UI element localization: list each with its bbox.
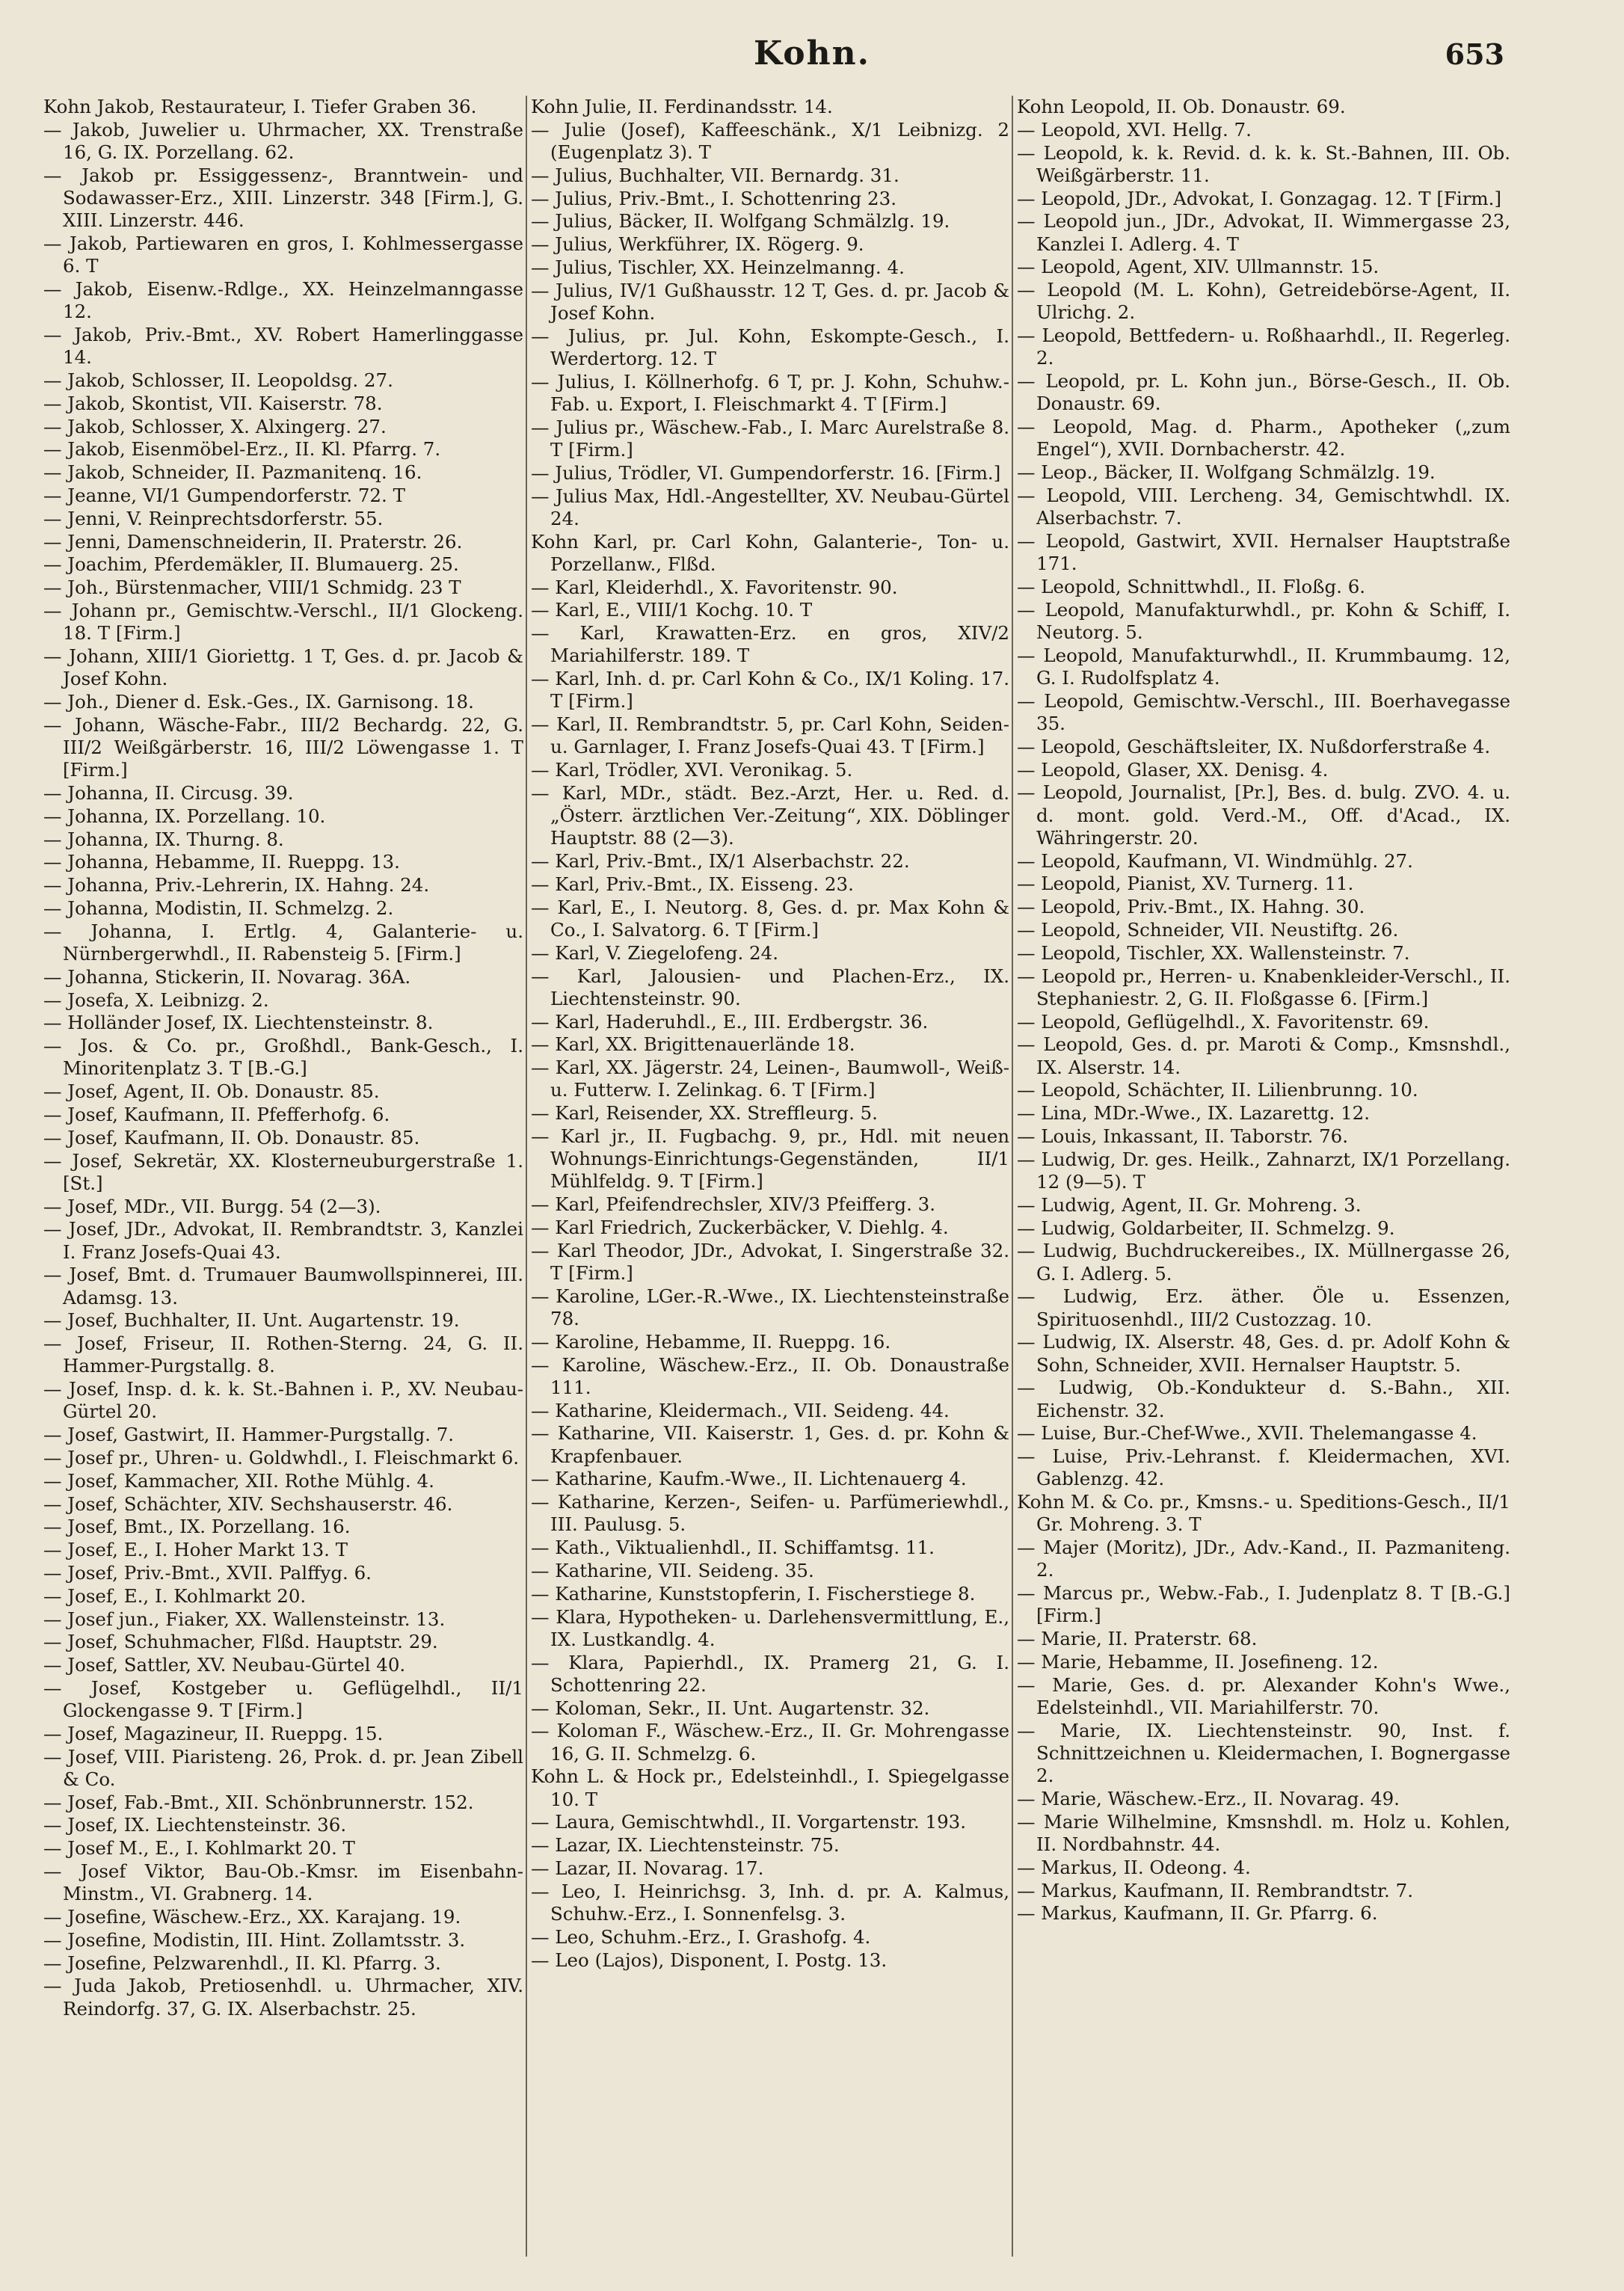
directory-entry: — Jenni, Damenschneiderin, II. Praterstr. 26. [43,530,463,553]
directory-entry: — Karl, E., I. Neutorg. 8, Ges. d. pr. Max Kohn & Co., I. Salvatorg. 6. T [Firm.] [531,896,1009,941]
directory-entry: — Leo (Lajos), Disponent, I. Postg. 13. [531,1949,888,1971]
directory-entry: — Ludwig, Erz. äther. Öle u. Essenzen, Spirituosenhdl., III/2 Custozzag. 10. [1017,1285,1510,1330]
directory-entry: — Leopold, Geflügelhdl., X. Favoritenstr. 69. [1017,1010,1430,1033]
directory-entry: — Johann, XIII/1 Gioriettg. 1 T, Ges. d. pr. Jacob & Josef Kohn. [43,645,523,690]
directory-entry: — Josefine, Wäschew.-Erz., XX. Karajang. 19. [43,1906,461,1928]
column-3 [1017,96,1510,2264]
directory-entry: — Markus, Kaufmann, II. Gr. Pfarrg. 6. [1017,1902,1378,1925]
directory-entry: — Leopold, Schnittwhdl., II. Floßg. 6. [1017,575,1366,597]
directory-entry: — Josef, MDr., VII. Burgg. 54 (2—3). [43,1195,381,1217]
directory-entry: — Johann pr., Gemischtw.-Verschl., II/1 Glockeng. 18. T [Firm.] [43,599,523,645]
directory-entry: — Leop., Bäcker, II. Wolfgang Schmälzlg. 19. [1017,461,1436,484]
directory-entry: — Julius, Priv.-Bmt., I. Schottenring 23. [531,187,896,209]
directory-entry: — Marie, Hebamme, II. Josefineng. 12. [1017,1650,1379,1673]
directory-entry: — Josef, JDr., Advokat, II. Rembrandtstr. 3, Kanzlei I. Franz Josefs-Quai 43. [43,1218,523,1263]
directory-entry: — Jakob, Skontist, VII. Kaiserstr. 78. [43,392,383,414]
directory-entry: — Leopold, VIII. Lercheng. 34, Gemischtwhdl. IX. Alserbachstr. 7. [1017,484,1510,529]
directory-entry: — Jakob, Priv.-Bmt., XV. Robert Hamerlinggasse 14. [43,324,523,369]
page-title: Kohn. [754,34,870,73]
directory-entry: — Jakob, Partiewaren en gros, I. Kohlmessergasse 6. T [43,233,523,277]
directory-entry: — Leopold, Glaser, XX. Denisg. 4. [1017,758,1329,781]
directory-entry: — Karl, Trödler, XVI. Veronikag. 5. [531,759,853,781]
directory-entry: — Marie, IX. Liechtensteinstr. 90, Inst. f. Schnittzeichnen u. Kleidermachen, I. Bognergasse 2. [1017,1719,1510,1787]
directory-entry: — Leopold, Mag. d. Pharm., Apotheker („zum Engel“), XVII. Dornbacherstr. 42. [1017,416,1510,461]
directory-entry: — Josef, VIII. Piaristeng. 26, Prok. d. pr. Jean Zibell & Co. [43,1745,523,1790]
directory-entry: — Karl, XX. Brigittenauerlände 18. [531,1033,855,1056]
directory-entry: — Marcus pr., Webw.-Fab., I. Judenplatz 8. T [B.-G.] [Firm.] [1017,1582,1510,1627]
directory-entry: — Josef, Friseur, II. Rothen-Sterng. 24, G. II. Hammer-Purgstallg. 8. [43,1332,523,1377]
directory-entry: — Karl Friedrich, Zuckerbäcker, V. Diehlg. 4. [531,1216,949,1238]
directory-entry: — Josef, Kammacher, XII. Rothe Mühlg. 4. [43,1469,434,1492]
directory-entry: — Josef M., E., I. Kohlmarkt 20. T [43,1837,355,1860]
directory-entry: — Josefine, Pelzwarenhdl., II. Kl. Pfarrg. 3. [43,1952,441,1974]
directory-entry: — Leopold, k. k. Revid. d. k. k. St.-Bahnen, III. Ob. Weißgärberstr. 11. [1017,141,1510,186]
directory-entry: — Leopold, Manufakturwhdl., II. Krummbaumg. 12, G. I. Rudolfsplatz 4. [1017,644,1510,689]
directory-entry: — Josef, Fab.-Bmt., XII. Schönbrunnerstr. 152. [43,1791,474,1813]
directory-entry: — Lazar, IX. Liechtensteinstr. 75. [531,1834,840,1857]
directory-entry: — Jakob, Eisenmöbel-Erz., II. Kl. Pfarrg. 7. [43,438,441,461]
directory-entry: — Leopold, JDr., Advokat, I. Gonzagag. 12. T [Firm.] [1017,187,1502,209]
directory-entry: — Katharine, Kaufm.-Wwe., II. Lichtenauerg 4. [531,1468,967,1490]
directory-entry: — Leopold pr., Herren- u. Knabenkleider-Verschl., II. Stephaniestr. 2, G. II. Floßgasse 6. [Firm.] [1017,965,1510,1009]
directory-entry: — Josef, Buchhalter, II. Unt. Augartenstr. 19. [43,1309,460,1332]
directory-entry: — Leopold, XVI. Hellg. 7. [1017,118,1252,141]
directory-entry: — Josef, Schächter, XIV. Sechshauserstr. 46. [43,1492,453,1515]
directory-entry: — Josefine, Modistin, III. Hint. Zollamtsstr. 3. [43,1928,466,1951]
directory-entry: — Josef Viktor, Bau-Ob.-Kmsr. im Eisenbahn-Minstm., VI. Grabnerg. 14. [43,1860,523,1905]
directory-entry: — Karl, Reisender, XX. Streffleurg. 5. [531,1102,878,1125]
directory-entry: — Josef, Sattler, XV. Neubau-Gürtel 40. [43,1654,406,1676]
directory-entry: — Leopold (M. L. Kohn), Getreidebörse-Agent, II. Ulrichg. 2. [1017,279,1510,324]
directory-entry: — Leopold, Geschäftsleiter, IX. Nußdorferstraße 4. [1017,735,1491,757]
directory-entry: — Leopold jun., JDr., Advokat, II. Wimmergasse 23, Kanzlei I. Adlerg. 4. T [1017,210,1510,255]
directory-entry: — Leo, Schuhm.-Erz., I. Grashofg. 4. [531,1925,871,1948]
directory-entry: — Johanna, Stickerin, II. Novarag. 36A. [43,965,411,988]
directory-entry: — Leopold, Agent, XIV. Ullmannstr. 15. [1017,256,1380,278]
directory-entry: — Josef, Agent, II. Ob. Donaustr. 85. [43,1080,380,1103]
directory-entry: — Markus, Kaufmann, II. Rembrandtstr. 7. [1017,1879,1414,1901]
directory-entry: — Leopold, Gemischtw.-Verschl., III. Boerhavegasse 35. [1017,689,1510,734]
directory-entry: — Katharine, Kerzen-, Seifen- u. Parfümeriewhdl., III. Paulusg. 5. [531,1491,1009,1536]
directory-entry: — Leopold, Priv.-Bmt., IX. Hahng. 30. [1017,896,1365,918]
directory-entry: — Ludwig, Goldarbeiter, II. Schmelzg. 9. [1017,1217,1395,1239]
directory-entry: — Marie Wilhelmine, Kmsnshdl. m. Holz u. Kohlen, II. Nordbahnstr. 44. [1017,1810,1510,1855]
directory-entry: Kohn Leopold, II. Ob. Donaustr. 69. [1017,96,1346,117]
directory-entry: — Karl, Priv.-Bmt., IX. Eisseng. 23. [531,873,854,895]
directory-entry: — Markus, II. Odeong. 4. [1017,1856,1251,1878]
column-2 [531,96,1009,2264]
directory-entry: — Karl, Jalousien- und Plachen-Erz., IX. Liechtensteinstr. 90. [531,965,1009,1009]
directory-entry: — Julius, IV/1 Gußhausstr. 12 T, Ges. d. pr. Jacob & Josef Kohn. [531,279,1009,324]
directory-entry: — Johanna, I. Ertlg. 4, Galanterie- u. Nürnbergerwhdl., II. Rabensteig 5. [Firm.] [43,920,523,965]
directory-entry: Kohn M. & Co. pr., Kmsns.- u. Speditions-Gesch., II/1 Gr. Mohreng. 3. T [1017,1491,1510,1536]
directory-entry: Kohn L. & Hock pr., Edelsteinhdl., I. Spiegelgasse 10. T [531,1765,1009,1810]
directory-entry: — Julius Max, Hdl.-Angestellter, XV. Neubau-Gürtel 24. [531,485,1009,529]
directory-entry: — Jakob, Schlosser, II. Leopoldsg. 27. [43,369,393,391]
directory-entry: — Leopold, Gastwirt, XVII. Hernalser Hauptstraße 171. [1017,529,1510,575]
directory-entry: — Juda Jakob, Pretiosenhdl. u. Uhrmacher, XIV. Reindorfg. 37, G. IX. Alserbachstr. 25. [43,1975,523,2020]
directory-entry: — Jakob pr. Essiggessenz-, Branntwein- und Sodawasser-Erz., XIII. Linzerstr. 348 [Firm.], G. XIII. Linzerstr. 446. [43,164,523,232]
directory-entry: — Leopold, Bettfedern- u. Roßhaarhdl., II. Regerleg. 2. [1017,325,1510,369]
directory-entry: — Leopold, Schneider, VII. Neustiftg. 26. [1017,918,1399,941]
directory-entry: — Josef, E., I. Hoher Markt 13. T [43,1539,348,1561]
directory-entry: — Karl, E., VIII/1 Kochg. 10. T [531,599,813,621]
directory-entry: — Julius, I. Köllnerhofg. 6 T, pr. J. Kohn, Schuhw.-Fab. u. Export, I. Fleischmarkt 4. T [Firm.] [531,370,1009,415]
directory-entry: — Julie (Josef), Kaffeeschänk., X/1 Leibnizg. 2 (Eugenplatz 3). T [531,118,1009,163]
directory-entry: — Karoline, Wäschew.-Erz., II. Ob. Donaustraße 111. [531,1353,1009,1398]
directory-entry: Kohn Jakob, Restaurateur, I. Tiefer Graben 36. [43,96,477,117]
column-divider [526,96,527,2257]
directory-entry: — Leopold, Pianist, XV. Turnerg. 11. [1017,873,1354,895]
directory-entry: — Jeanne, VI/1 Gumpendorferstr. 72. T [43,484,405,506]
directory-entry: — Karl, MDr., städt. Bez.-Arzt, Her. u. Red. d. „Österr. ärztlichen Ver.-Zeitung“, XIX. Döblinger Hauptstr. 88 (2—3). [531,781,1009,849]
column-1 [43,96,523,2264]
directory-entry: — Katharine, Kunststopferin, I. Fischerstiege 8. [531,1582,976,1605]
directory-entry: — Joh., Diener d. Esk.-Ges., IX. Garnisong. 18. [43,690,474,713]
directory-entry: — Leopold, pr. L. Kohn jun., Börse-Gesch., II. Ob. Donaustr. 69. [1017,370,1510,415]
directory-entry: — Marie, Wäschew.-Erz., II. Novarag. 49. [1017,1787,1400,1809]
directory-entry: — Johanna, II. Circusg. 39. [43,781,294,804]
directory-entry: — Karl Theodor, JDr., Advokat, I. Singerstraße 32. T [Firm.] [531,1239,1009,1284]
directory-entry: — Jakob, Schneider, II. Pazmanitenq. 16. [43,461,422,484]
directory-entry: — Karl, II. Rembrandtstr. 5, pr. Carl Kohn, Seiden- u. Garnlager, I. Franz Josefs-Quai 43. T [Firm.] [531,713,1009,758]
directory-entry: — Karl jr., II. Fugbachg. 9, pr., Hdl. mit neuen Wohnungs-Einrichtungs-Gegenständen, II/1 Mühlfeldg. 9. T [Firm.] [531,1125,1009,1193]
directory-entry: — Leopold, Kaufmann, VI. Windmühlg. 27. [1017,849,1413,872]
directory-entry: — Julius, Buchhalter, VII. Bernardg. 31. [531,164,899,186]
directory-entry: — Luise, Bur.-Chef-Wwe., XVII. Thelemangasse 4. [1017,1422,1477,1445]
directory-entry: — Ludwig, IX. Alserstr. 48, Ges. d. pr. Adolf Kohn & Sohn, Schneider, XVII. Hernalser Hauptstr. 5. [1017,1331,1510,1376]
directory-entry: — Johanna, IX. Porzellang. 10. [43,805,326,827]
directory-entry: — Julius, Werkführer, IX. Rögerg. 9. [531,233,864,256]
directory-entry: — Jakob, Schlosser, X. Alxingerg. 27. [43,415,387,437]
directory-entry: — Karoline, LGer.-R.-Wwe., IX. Liechtensteinstraße 78. [531,1285,1009,1329]
directory-entry: — Julius, pr. Jul. Kohn, Eskompte-Gesch., I. Werdertorg. 12. T [531,325,1009,369]
directory-entry: — Leopold, Tischler, XX. Wallensteinstr. 7. [1017,941,1410,964]
directory-entry: — Holländer Josef, IX. Liechtensteinstr. 8. [43,1012,434,1034]
directory-entry: — Josef, Bmt. d. Trumauer Baumwollspinnerei, III. Adamsg. 13. [43,1264,523,1309]
directory-entry: — Johanna, Modistin, II. Schmelzg. 2. [43,897,394,919]
directory-entry: — Ludwig, Dr. ges. Heilk., Zahnarzt, IX/1 Porzellang. 12 (9—5). T [1017,1148,1510,1193]
directory-entry: — Jos. & Co. pr., Großhdl., Bank-Gesch., I. Minoritenplatz 3. T [B.-G.] [43,1035,523,1080]
directory-entry: — Klara, Hypotheken- u. Darlehensvermittlung, E., IX. Lustkandlg. 4. [531,1605,1009,1650]
directory-entry: — Karl, Krawatten-Erz. en gros, XIV/2 Mariahilferstr. 189. T [531,622,1009,667]
directory-entry: — Josef, Kaufmann, II. Pfefferhofg. 6. [43,1103,390,1125]
directory-entry: — Karl, Haderuhdl., E., III. Erdbergstr. 36. [531,1010,929,1033]
directory-entry: — Johanna, IX. Thurng. 8. [43,828,284,850]
directory-entry: — Kath., Viktualienhdl., II. Schiffamtsg. 11. [531,1537,935,1559]
directory-entry: Kohn Karl, pr. Carl Kohn, Galanterie-, Ton- u. Porzellanw., Flßd. [531,530,1009,575]
column-divider [1012,96,1013,2257]
directory-entry: — Katharine, VII. Kaiserstr. 1, Ges. d. pr. Kohn & Krapfenbauer. [531,1422,1009,1467]
page-number: 653 [1445,37,1504,71]
directory-entry: — Jakob, Eisenw.-Rdlge., XX. Heinzelmanngasse 12. [43,278,523,323]
directory-entry: — Josef, Gastwirt, II. Hammer-Purgstallg. 7. [43,1424,455,1446]
directory-entry: Kohn Julie, II. Ferdinandsstr. 14. [531,96,833,117]
directory-entry: — Klara, Papierhdl., IX. Pramerg 21, G. I. Schottenring 22. [531,1651,1009,1696]
directory-entry: — Josef, E., I. Kohlmarkt 20. [43,1584,307,1607]
directory-entry: — Karl, Pfeifendrechsler, XIV/3 Pfeifferg. 3. [531,1193,936,1216]
directory-entry: — Karl, Kleiderhdl., X. Favoritenstr. 90. [531,576,898,598]
directory-entry: — Joachim, Pferdemäkler, II. Blumauerg. 25. [43,553,459,576]
directory-entry: — Julius pr., Wäschew.-Fab., I. Marc Aurelstraße 8. T [Firm.] [531,416,1009,461]
directory-entry: — Leopold, Manufakturwhdl., pr. Kohn & Schiff, I. Neutorg. 5. [1017,598,1510,643]
directory-entry: — Josef pr., Uhren- u. Goldwhdl., I. Fleischmarkt 6. [43,1446,520,1469]
directory-entry: — Majer (Moritz), JDr., Adv.-Kand., II. Pazmaniteng. 2. [1017,1537,1510,1581]
directory-entry: — Karl, Priv.-Bmt., IX/1 Alserbachstr. 22. [531,850,910,873]
directory-entry: — Joh., Bürstenmacher, VIII/1 Schmidg. 23 T [43,576,461,599]
directory-entry: — Julius, Bäcker, II. Wolfgang Schmälzlg. 19. [531,210,950,233]
directory-entry: — Jakob, Juwelier u. Uhrmacher, XX. Trenstraße 16, G. IX. Porzellang. 62. [43,118,523,163]
directory-entry: — Julius, Trödler, VI. Gumpendorferstr. 16. [Firm.] [531,461,1001,484]
directory-entry: — Lazar, II. Novarag. 17. [531,1857,764,1879]
directory-entry: — Koloman F., Wäschew.-Erz., II. Gr. Mohrengasse 16, G. II. Schmelzg. 6. [531,1720,1009,1765]
directory-entry: — Leo, I. Heinrichsg. 3, Inh. d. pr. A. Kalmus, Schuhw.-Erz., I. Sonnenfelsg. 3. [531,1880,1009,1925]
directory-entry: — Josef jun., Fiaker, XX. Wallensteinstr. 13. [43,1608,446,1630]
directory-entry: — Louis, Inkassant, II. Taborstr. 76. [1017,1125,1349,1147]
directory-entry: — Marie, II. Praterstr. 68. [1017,1628,1258,1650]
directory-entry: — Luise, Priv.-Lehranst. f. Kleidermachen, XVI. Gablenzg. 42. [1017,1445,1510,1490]
directory-entry: — Josef, Priv.-Bmt., XVII. Palffyg. 6. [43,1561,372,1584]
directory-entry: — Katharine, VII. Seideng. 35. [531,1559,814,1581]
directory-entry: — Leopold, Ges. d. pr. Maroti & Comp., Kmsnshdl., IX. Alserstr. 14. [1017,1033,1510,1078]
directory-entry: — Josef, Insp. d. k. k. St.-Bahnen i. P., XV. Neubau-Gürtel 20. [43,1378,523,1423]
directory-entry: — Johanna, Priv.-Lehrerin, IX. Hahng. 24. [43,874,430,897]
directory-entry: — Karoline, Hebamme, II. Rueppg. 16. [531,1330,891,1353]
directory-entry: — Julius, Tischler, XX. Heinzelmanng. 4. [531,256,905,278]
directory-entry: — Johann, Wäsche-Fabr., III/2 Bechardg. 22, G. III/2 Weißgärberstr. 16, III/2 Löwengasse 1. T [Firm.] [43,713,523,781]
directory-entry: — Jenni, V. Reinprechtsdorferstr. 55. [43,507,384,529]
directory-entry: — Josef, Schuhmacher, Flßd. Hauptstr. 29. [43,1631,438,1653]
directory-entry: — Laura, Gemischtwhdl., II. Vorgartenstr. 193. [531,1811,967,1833]
directory-entry: — Leopold, Journalist, [Pr.], Bes. d. bulg. ZVO. 4. u. d. mont. gold. Verd.-M., Off. d'Acad., IX. Währingerstr. 20. [1017,781,1510,849]
directory-entry: — Ludwig, Ob.-Kondukteur d. S.-Bahn., XII. Eichenstr. 32. [1017,1377,1510,1421]
directory-entry: — Katharine, Kleidermach., VII. Seideng. 44. [531,1399,950,1421]
directory-entry: — Karl, Inh. d. pr. Carl Kohn & Co., IX/1 Koling. 17. T [Firm.] [531,668,1009,713]
page-header [0,34,1624,87]
directory-entry: — Josef, Magazineur, II. Rueppg. 15. [43,1722,384,1744]
directory-entry: — Marie, Ges. d. pr. Alexander Kohn's Wwe., Edelsteinhdl., VII. Mariahilferstr. 70. [1017,1673,1510,1718]
directory-entry: — Josef, Kaufmann, II. Ob. Donaustr. 85. [43,1126,420,1148]
directory-entry: — Josef, Kostgeber u. Geflügelhdl., II/1 Glockengasse 9. T [Firm.] [43,1676,523,1722]
directory-entry: — Ludwig, Agent, II. Gr. Mohreng. 3. [1017,1193,1362,1216]
directory-entry: — Leopold, Schächter, II. Lilienbrunng. 10. [1017,1079,1418,1101]
directory-entry: — Karl, XX. Jägerstr. 24, Leinen-, Baumwoll-, Weiß- u. Futterw. I. Zelinkag. 6. T [Firm.] [531,1057,1009,1101]
directory-entry: — Karl, V. Ziegelofeng. 24. [531,941,779,964]
directory-entry: — Josef, Sekretär, XX. Klosterneuburgerstraße 1. [St.] [43,1149,523,1194]
directory-entry: — Koloman, Sekr., II. Unt. Augartenstr. 32. [531,1697,930,1719]
directory-entry: — Lina, MDr.-Wwe., IX. Lazarettg. 12. [1017,1102,1371,1125]
directory-entry: — Johanna, Hebamme, II. Rueppg. 13. [43,851,400,873]
directory-entry: — Ludwig, Buchdruckereibes., IX. Müllnergasse 26, G. I. Adlerg. 5. [1017,1240,1510,1285]
directory-entry: — Josefa, X. Leibnizg. 2. [43,988,269,1011]
directory-entry: — Josef, IX. Liechtensteinstr. 36. [43,1814,347,1836]
directory-entry: — Josef, Bmt., IX. Porzellang. 16. [43,1516,351,1538]
